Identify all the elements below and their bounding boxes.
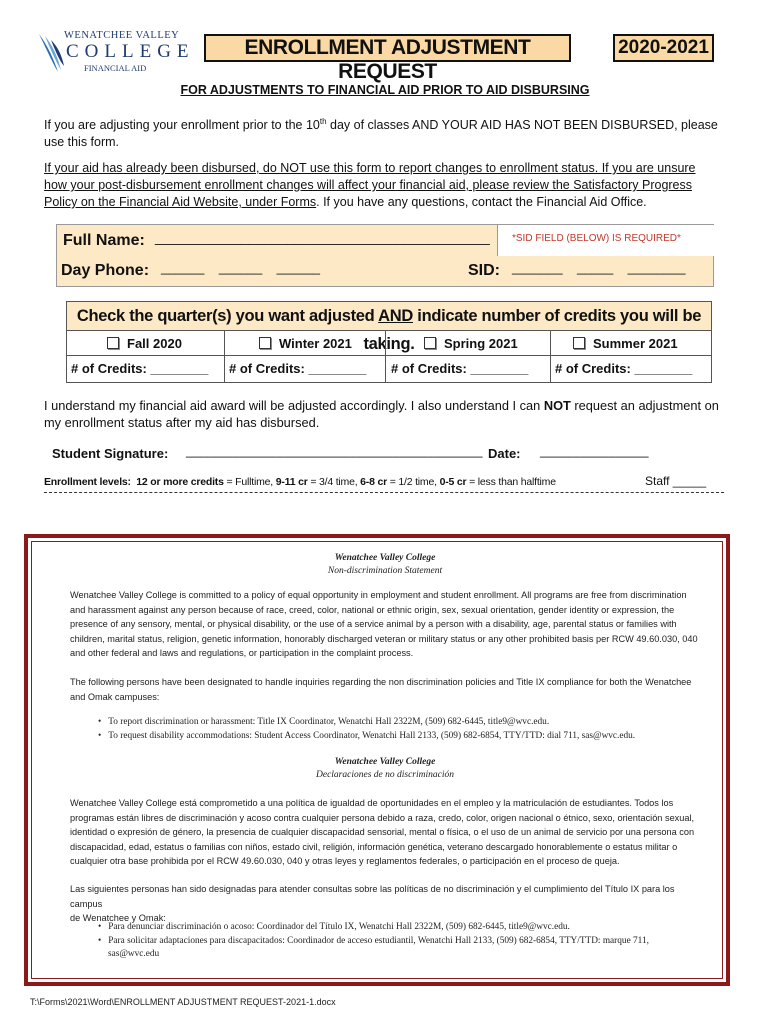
form-title-box bbox=[204, 34, 571, 83]
nd-es-paragraph-1: Wenatchee Valley College está comprometido a una política de igualdad de oportunidades en el empleo y la matriculación de estudiantes. Todos los programas están libres de discriminación y acoso contra cualquier persona debido a raza, credo, color, origen nacional o étnico, sexo, orientación sexual, identidad o expresión de género, la presencia de cualquier discapacidad sensorial, mental o física, o el uso de un animal de servicio por una persona con discapacidad, edad, estatus o familias con niños, estado civil, religión, información genética, veterano descargado honorablemente o estatus militar o cualquier otra base prohibida por el RCW 49.60.030, 040 y otras leyes y reglamentos federales, o participación en el proceso de queja. bbox=[70, 798, 695, 866]
sid-note-cell bbox=[497, 225, 714, 257]
nd-es-subtitle: Declaraciones de no discriminación bbox=[316, 770, 454, 780]
swoosh-icon bbox=[36, 32, 66, 74]
spring-credits[interactable]: # of Credits: ________ bbox=[386, 356, 551, 382]
student-signature-label: Student Signature: bbox=[52, 446, 169, 461]
nd-es-bullet-1: • Para denunciar discriminación o acoso: Coordinador del Título IX, Wenatchi Hall 2322M, (509) 682-6445, title9@wvc.edu. bbox=[98, 922, 570, 932]
quarter-winter[interactable]: Winter 2021 bbox=[225, 330, 386, 356]
summer-credits[interactable]: # of Credits: ________ bbox=[555, 361, 693, 376]
year-box bbox=[613, 34, 714, 62]
nd-en-paragraph-1: Wenatchee Valley College is committed to a policy of equal opportunity in employment and student enrollment. All programs are free from discrimination and harassment against any person because of race, creed, color, national or ethnic origin, sex, sexual orientation, gender identity or expression, the presence of any sensory, mental, or physical disability, or the use of a service animal by a person with a disability, age, parental status or families with children, marital status, religion, genetic information, honorably discharged veteran or military status or any other prohibited basis per RCW 49.60.030, 040 and other federal and laws and regulations, or participation in the complaint process. bbox=[70, 590, 698, 658]
nd-en-bullet-1: • To report discrimination or harassment: Title IX Coordinator, Wenatchi Hall 2322M, (509) 682-6445, title9@wvc.edu. bbox=[98, 717, 550, 727]
form-title: ENROLLMENT ADJUSTMENT REQUEST bbox=[244, 36, 531, 83]
nd-es-paragraph-2: Las siguientes personas han sido designadas para atender consultas sobre las políticas de no discriminación y el cumplimiento del Título IX para los campus de Wenatchee y Omak: bbox=[70, 884, 675, 923]
sid-label: SID: bbox=[468, 262, 500, 279]
file-path-footer: T:\Forms\2021\Word\ENROLLMENT ADJUSTMENT REQUEST-2021-1.docx bbox=[30, 997, 336, 1007]
winter-checkbox[interactable] bbox=[259, 337, 271, 349]
nd-en-title: Wenatchee Valley College bbox=[334, 553, 436, 563]
intro-paragraph-2: If your aid has already been disbursed, do NOT use this form to report changes to enrollment status. If you are unsure how your post-disbursement enrollment changes will affect your financial aid, please review the Satisfactory Progress Policy on the Financial Aid Website, under Forms. If you have any questions, contact the Financial Aid Office. bbox=[44, 161, 696, 209]
full-name-label: Full Name: bbox=[63, 232, 145, 249]
full-name-row bbox=[57, 225, 497, 257]
quarter-table-heading: Check the quarter(s) you want adjusted AND indicate number of credits you will be taking. bbox=[67, 302, 711, 331]
phone-sid-row bbox=[57, 256, 713, 286]
quarter-summer[interactable]: Summer 2021 bbox=[551, 330, 711, 356]
student-info-table bbox=[56, 224, 714, 287]
subheading: FOR ADJUSTMENTS TO FINANCIAL AID PRIOR TO AID DISBURSING bbox=[180, 83, 590, 97]
cut-line-divider bbox=[44, 492, 724, 493]
summer-checkbox[interactable] bbox=[573, 337, 585, 349]
fall-credits[interactable]: # of Credits: ________ bbox=[67, 356, 225, 382]
sid-field[interactable]: _______ _____ ________ bbox=[512, 260, 686, 275]
fall-checkbox[interactable] bbox=[107, 337, 119, 349]
winter-credits[interactable]: # of Credits: ________ bbox=[225, 356, 386, 382]
logo-line3: FINANCIAL AID bbox=[84, 63, 147, 73]
nd-en-bullet-2: • To request disability accommodations: Student Access Coordinator, Wenatchi Hall 2133, (509) 682-6854, TTY/TTD: dial 711, sas@wvc.edu. bbox=[98, 731, 636, 741]
form-year: 2020-2021 bbox=[618, 37, 709, 58]
quarter-fall[interactable]: Fall 2020 bbox=[67, 330, 225, 356]
date-field[interactable]: _______________ bbox=[540, 443, 649, 458]
logo-line1: WENATCHEE VALLEY bbox=[64, 30, 180, 41]
student-signature-field[interactable]: _________________________________________ bbox=[186, 443, 483, 458]
day-phone-field[interactable]: ______ ______ ______ bbox=[161, 260, 321, 275]
nd-es-title: Wenatchee Valley College bbox=[334, 757, 436, 767]
logo-line2: COLLEGE bbox=[66, 41, 195, 62]
nd-en-subtitle: Non-discrimination Statement bbox=[327, 566, 443, 576]
nd-es-bullet-2: • Para solicitar adaptaciones para discapacitados: Coordinador de acceso estudiantil, Wenatchi Hall 2133, (509) 682-6854, TTY/TTD: marque 711, bbox=[98, 936, 649, 946]
spring-checkbox[interactable] bbox=[424, 337, 436, 349]
quarter-spring[interactable]: Spring 2021 bbox=[386, 330, 551, 356]
day-phone-label: Day Phone: bbox=[61, 262, 150, 279]
full-name-field[interactable]: ___________________________________________ bbox=[155, 229, 490, 245]
college-logo bbox=[36, 30, 196, 76]
understand-statement: I understand my financial aid award will be adjusted accordingly. I also understand I can NOT request an adjustment on my enrollment status after my aid has disbursed. bbox=[44, 398, 719, 430]
enrollment-levels: Enrollment levels: 12 or more credits = Fulltime, 9-11 cr = 3/4 time, 6-8 cr = 1/2 time, 0-5 cr = less than halftime bbox=[44, 476, 556, 488]
nd-es-bullet-2-cont: sas@wvc.edu bbox=[108, 949, 160, 959]
date-label: Date: bbox=[488, 446, 521, 461]
intro-paragraph-1: If you are adjusting your enrollment prior to the 10th day of classes AND YOUR AID HAS NOT BEEN DISBURSED, please use this form. bbox=[44, 117, 718, 150]
staff-field[interactable]: Staff _____ bbox=[645, 474, 707, 488]
sid-required-note: *SID FIELD (BELOW) IS REQUIRED* bbox=[512, 233, 681, 244]
nd-en-paragraph-2: The following persons have been designated to handle inquiries regarding the non discrimination policies and Title IX compliance for both the Wenatchee and Omak campuses: bbox=[70, 677, 692, 702]
quarter-table bbox=[66, 301, 712, 383]
